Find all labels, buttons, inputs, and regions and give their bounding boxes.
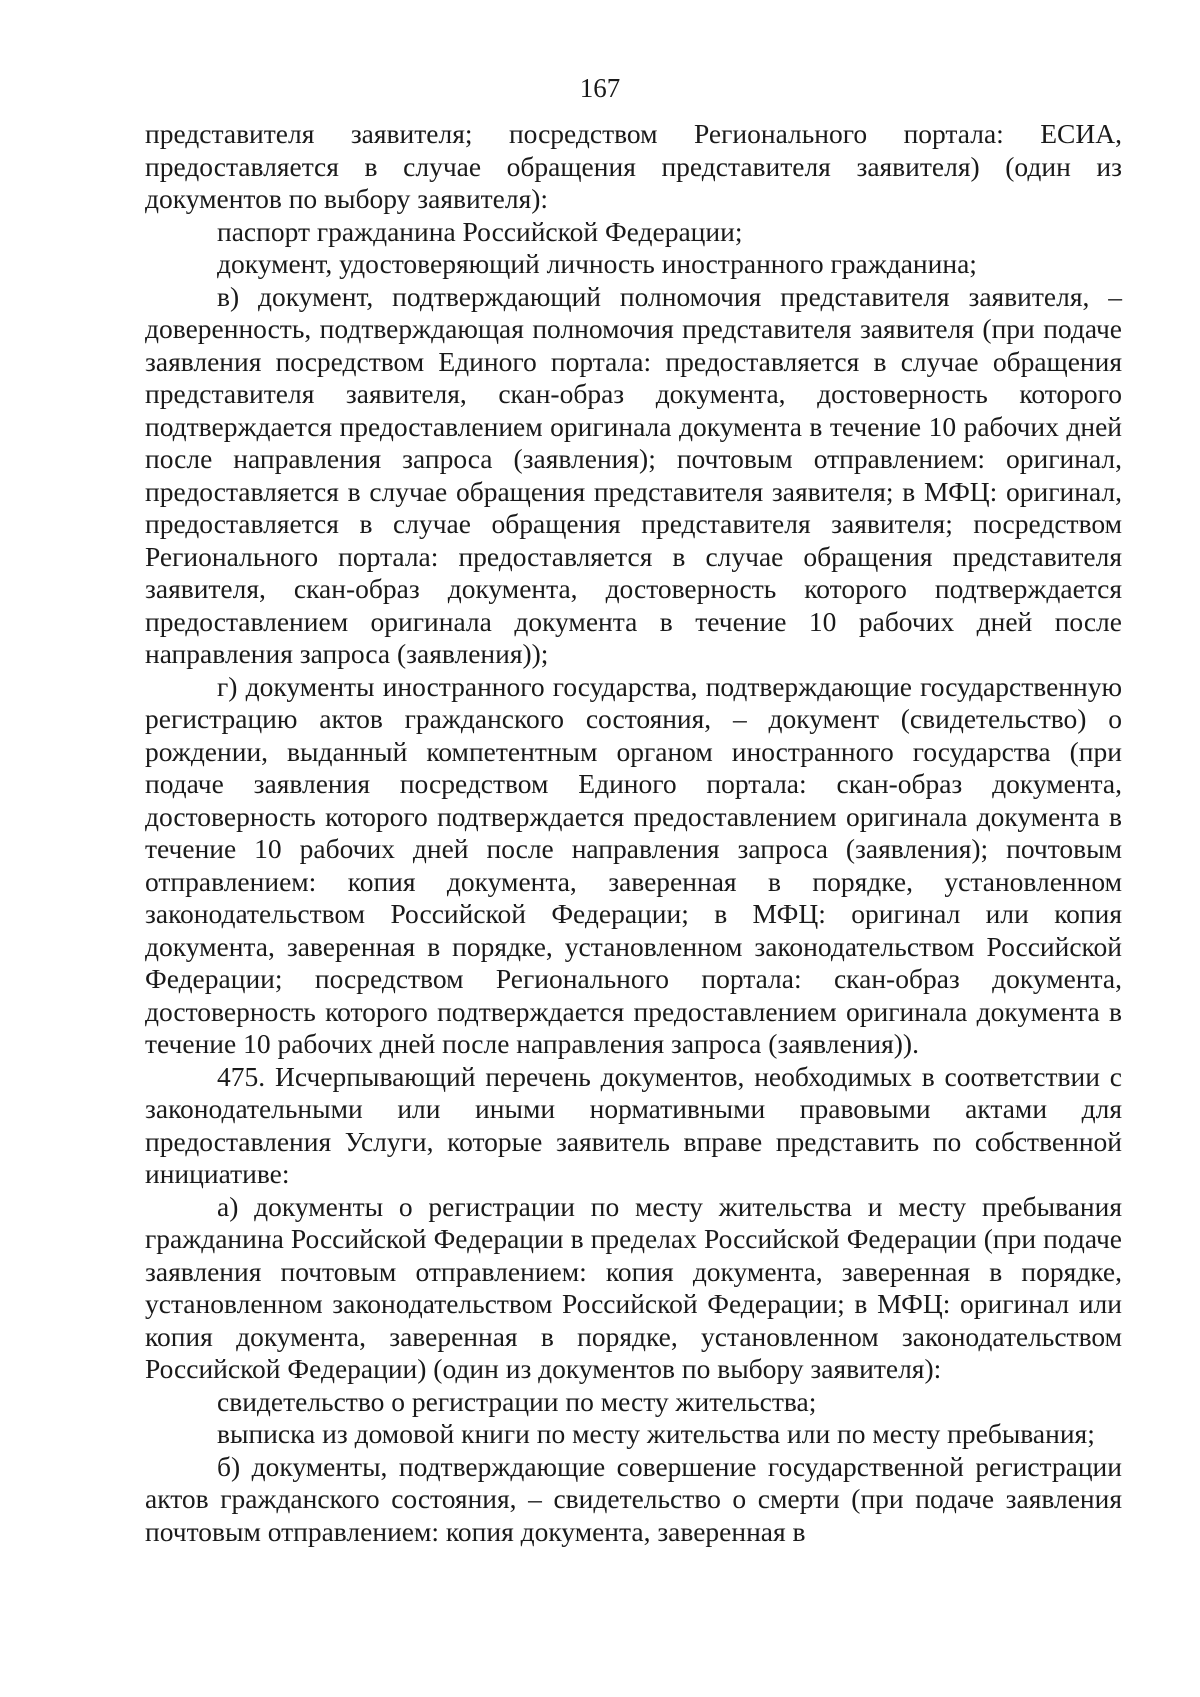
paragraph-item-v: в) документ, подтверждающий полномочия представителя заявителя, – доверенность, подтверждающая полномочия представителя заявителя (при подаче заявления посредством Единого портала: предоставляется в случае обращения представителя заявителя, скан-образ документа, достоверность которого подтверждается предоставлением оригинала документа в течение 10 рабочих дней после направления запроса (заявления); почтовым отправлением: оригинал, предоставляется в случае обращения представителя заявителя; в МФЦ: оригинал, предоставляется в случае обращения представителя заявителя; посредством Регионального портала: предоставляется в случае обращения представителя заявителя, скан-образ документа, достоверность которого подтверждается предоставлением оригинала документа в течение 10 рабочих дней после направления запроса (заявления)); xyxy=(145,280,1122,669)
list-item-house-book-extract: выписка из домовой книги по месту жительства или по месту пребывания; xyxy=(217,1418,1095,1449)
paragraph-item-g: г) документы иностранного государства, подтверждающие государственную регистрацию актов гражданского состояния, – документ (свидетельство) о рождении, выданный компетентным органом иностранного государства (при подаче заявления посредством Единого портала: скан-образ документа, достоверность которого подтверждается предоставлением оригинала документа в течение 10 рабочих дней после направления запроса (заявления); почтовым отправлением: копия документа, заверенная в порядке, установленном законодательством Российской Федерации; в МФЦ: оригинал или копия документа, заверенная в порядке, установленном законодательством Российской Федерации; посредством Регионального портала: скан-образ документа, достоверность которого подтверждается предоставлением оригинала документа в течение 10 рабочих дней после направления запроса (заявления)). xyxy=(145,670,1122,1059)
document-body xyxy=(145,118,1122,1548)
paragraph-continuation: представителя заявителя; посредством Регионального портала: ЕСИА, предоставляется в случае обращения представителя заявителя) (один из документов по выбору заявителя): xyxy=(145,118,1122,214)
page-number: 167 xyxy=(579,73,621,103)
list-item-passport-rf: паспорт гражданина Российской Федерации; xyxy=(217,215,743,247)
paragraph-item-a: а) документы о регистрации по месту жительства и месту пребывания гражданина Российской Федерации в пределах Российской Федерации (при подаче заявления почтовым отправлением: копия документа, заверенная в порядке, установленном законодательством Российской Федерации; в МФЦ: оригинал или копия документа, заверенная в порядке, установленном законодательством Российской Федерации) (один из документов по выбору заявителя): xyxy=(145,1190,1122,1384)
paragraph-item-b: б) документы, подтверждающие совершение государственной регистрации актов гражданского состояния, – свидетельство о смерти (при подаче заявления почтовым отправлением: копия документа, заверенная в xyxy=(145,1450,1122,1547)
paragraph-clause-475: 475. Исчерпывающий перечень документов, необходимых в соответствии с законодательными или иными нормативными правовыми актами для предоставления Услуги, которые заявитель вправе представить по собственной инициативе: xyxy=(145,1060,1122,1189)
list-item-registration-certificate: свидетельство о регистрации по месту жительства; xyxy=(217,1385,817,1417)
list-item-foreign-id: документ, удостоверяющий личность иностранного гражданина; xyxy=(217,248,977,279)
